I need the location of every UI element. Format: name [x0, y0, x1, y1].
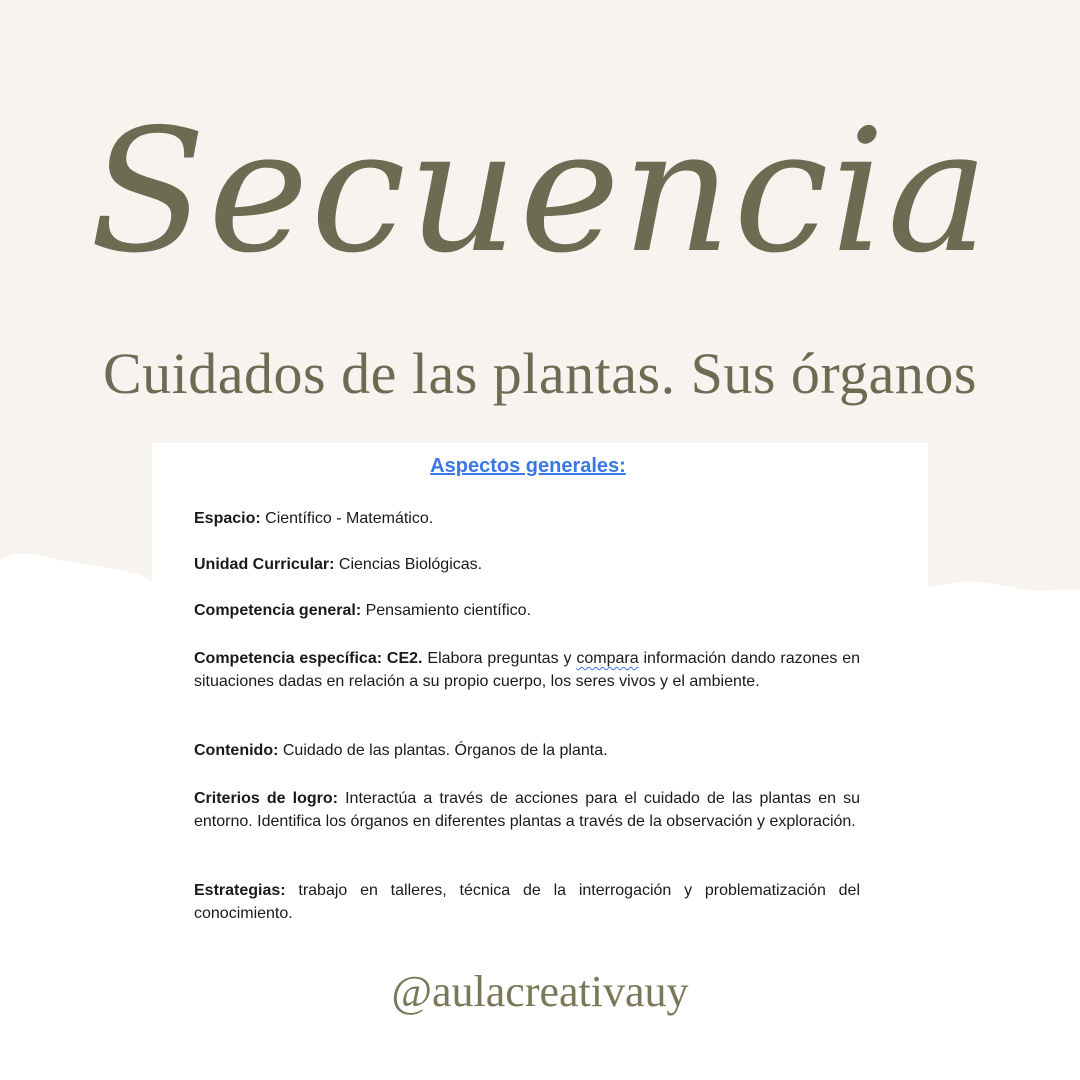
paragraph-text: Elabora preguntas y: [422, 650, 577, 667]
paragraph-label: Contenido:: [194, 742, 279, 759]
document-panel: [152, 443, 928, 943]
paragraph-unidad-curricular: [194, 553, 860, 576]
spellcheck-marked-word: compara: [576, 650, 639, 667]
paragraph-label: Competencia general:: [194, 602, 362, 619]
paragraph-label: Criterios de logro:: [194, 790, 338, 807]
paragraph-text: Ciencias Biológicas.: [334, 556, 483, 573]
paragraph-label: Unidad Curricular:: [194, 556, 335, 573]
paragraph-contenido: [194, 739, 860, 762]
paragraph-label: Competencia específica: CE2.: [194, 650, 423, 667]
paragraph-competencia-general: [194, 599, 860, 622]
social-handle: @aulacreativauy: [391, 967, 689, 1016]
paragraph-text: información dando razones en situaciones dadas en relación a su propio cuerpo, los seres vivos y el ambiente.: [194, 650, 861, 690]
paragraph-criterios-de-logro: [194, 787, 860, 833]
document-heading: Aspectos generales:: [430, 455, 626, 477]
paragraph-label: Espacio:: [194, 510, 261, 527]
paragraph-text: Cuidado de las plantas. Órganos de la planta.: [278, 742, 608, 759]
paragraph-text: Pensamiento científico.: [361, 602, 532, 619]
page-subtitle: Cuidados de las plantas. Sus órganos: [103, 341, 977, 406]
paragraph-estrategias: [194, 879, 860, 925]
script-title-text: Secuencia: [89, 93, 991, 291]
paragraph-label: Estrategias:: [194, 882, 286, 899]
paragraph-text: trabajo en talleres, técnica de la interrogación y problematización del conocimiento.: [194, 882, 860, 922]
paragraph-text: Interactúa a través de acciones para el cuidado de las plantas en su entorno. Identifica los órganos en diferentes plantas a través de la observación y exploración.: [194, 790, 860, 830]
paragraph-text: Científico - Matemático.: [260, 510, 434, 527]
paragraph-competencia-especifica: [194, 647, 860, 693]
script-title: [0, 40, 1080, 370]
paragraph-espacio: [194, 507, 860, 530]
